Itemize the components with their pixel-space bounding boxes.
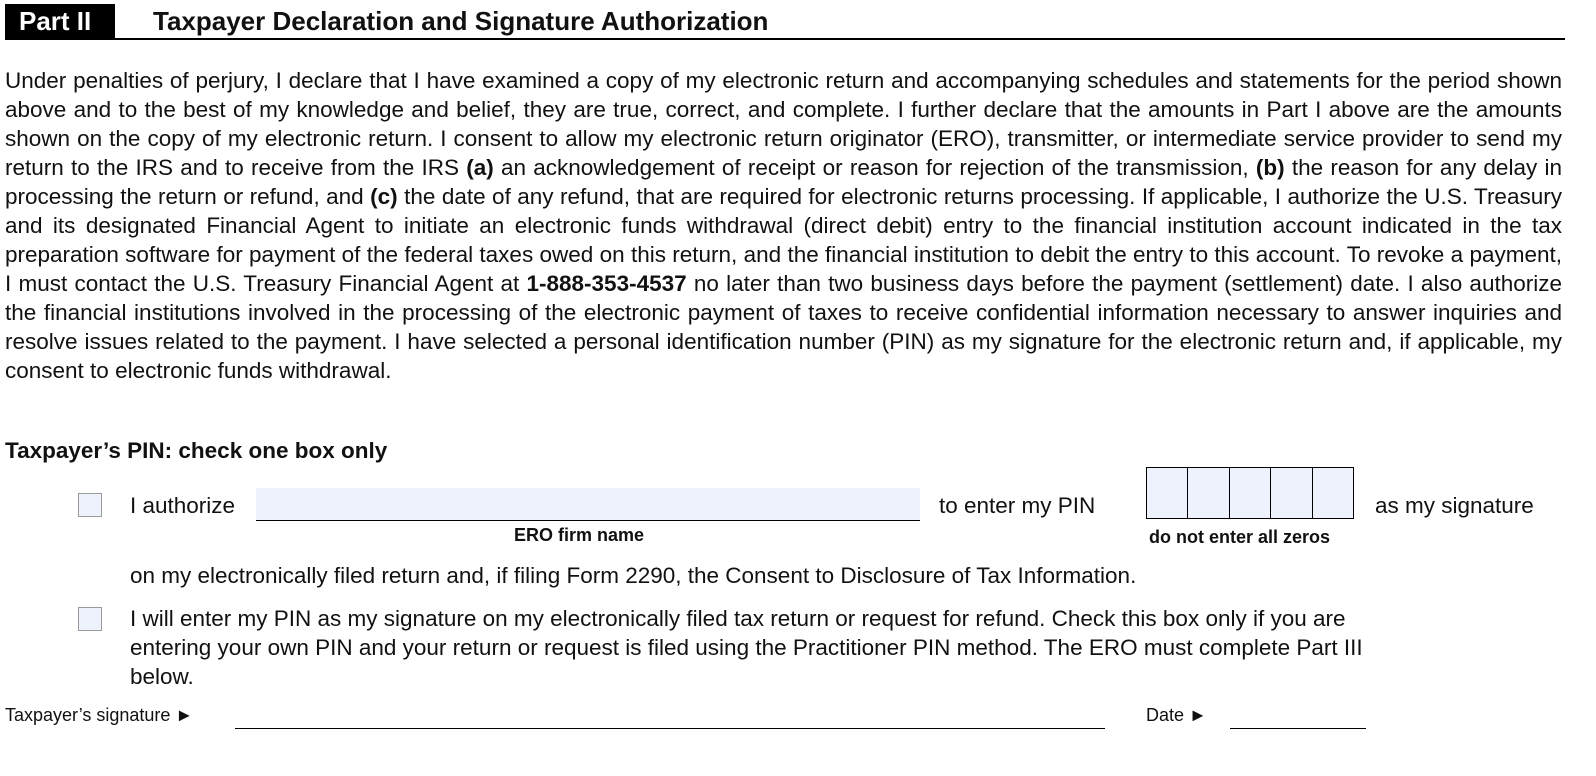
- declaration-text-4: the date of any refund, that are required for electronic returns processing. If applicable, I authorize the U.S. Treasury and its designated Financial Agent to initiate an electronic funds withdrawal (direct debit) entry to the financial institution account indicated in the tax preparation software for payment of the federal taxes owed on this return, and the financial institution to debit the entry to this account. To revoke a payment, I must contact the U.S. Treasury Financial Agent at: [5, 184, 1562, 296]
- declaration-paragraph: [5, 66, 1562, 385]
- declaration-text-3: the reason for any delay in processing the return or refund, and: [5, 155, 1562, 209]
- part-header: [5, 4, 1565, 40]
- declaration-item-c: (c): [370, 184, 398, 209]
- pin-digit-2-input[interactable]: [1188, 468, 1229, 518]
- taxpayer-signature-label: Taxpayer’s signature ►: [5, 705, 194, 725]
- ero-firm-caption: ERO firm name: [514, 525, 645, 545]
- enter-pin-label: to enter my PIN: [939, 493, 1096, 518]
- taxpayer-signature-line[interactable]: [235, 728, 1105, 729]
- as-signature-label: as my signature: [1375, 493, 1534, 518]
- option2-text: I will enter my PIN as my signature on my electronically filed tax return or request for refund. Check this box only if you are entering your own PIN and your return or request is filed using the Practitioner PIN method. The ERO must complete Part III below.: [130, 606, 1363, 689]
- pin-digit-1-input[interactable]: [1147, 468, 1188, 518]
- declaration-phone: 1-888-353-4537: [526, 271, 687, 296]
- pin-section-heading: Taxpayer’s PIN: check one box only: [5, 438, 388, 463]
- date-line[interactable]: [1230, 728, 1366, 729]
- self-select-pin-checkbox[interactable]: [78, 607, 102, 631]
- pin-digit-5-input[interactable]: [1313, 468, 1353, 518]
- declaration-text-1: Under penalties of perjury, I declare that I have examined a copy of my electronic return and accompanying schedules and statements for the period shown above and to the best of my knowledge and belief, they are true, correct, and complete. I further declare that the amounts in Part I above are the amounts shown on the copy of my electronic return. I consent to allow my electronic return originator (ERO), transmitter, or intermediate service provider to send my return to the IRS and to receive from the IRS: [5, 68, 1562, 180]
- option1-continuation: on my electronically filed return and, if filing Form 2290, the Consent to Disclosure of Tax Information.: [130, 563, 1137, 588]
- part-badge: Part II: [5, 4, 115, 38]
- pin-digit-3-input[interactable]: [1230, 468, 1271, 518]
- part-title: Taxpayer Declaration and Signature Authorization: [153, 6, 769, 36]
- authorize-label: I authorize: [130, 493, 236, 518]
- pin-caption: do not enter all zeros: [1149, 527, 1331, 547]
- pin-entry-boxes: [1146, 467, 1354, 519]
- date-label: Date ►: [1146, 705, 1207, 725]
- declaration-item-a: (a): [466, 155, 494, 180]
- pin-digit-4-input[interactable]: [1271, 468, 1312, 518]
- authorize-ero-checkbox[interactable]: [78, 493, 102, 517]
- declaration-text-5: no later than two business days before the payment (settlement) date. I also authorize the financial institutions involved in the processing of the electronic payment of taxes to receive confidential information necessary to answer inquiries and resolve issues related to the payment. I have selected a personal identification number (PIN) as my signature for the electronic return and, if applicable, my consent to electronic funds withdrawal.: [5, 271, 1562, 383]
- ero-firm-name-input[interactable]: [256, 488, 920, 521]
- declaration-item-b: (b): [1255, 155, 1285, 180]
- declaration-text-2: an acknowledgement of receipt or reason for rejection of the transmission,: [501, 155, 1249, 180]
